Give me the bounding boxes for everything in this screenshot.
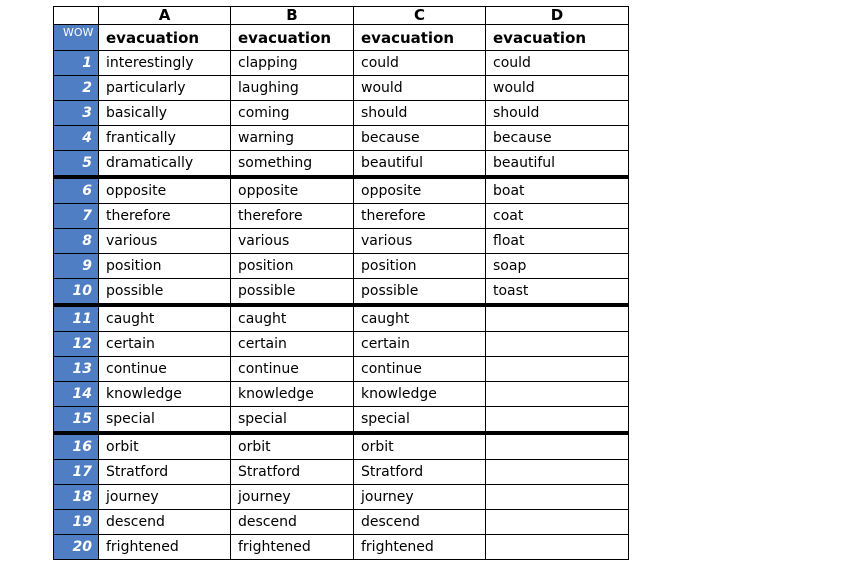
word-cell-d[interactable] <box>486 485 629 510</box>
word-cell-a[interactable]: interestingly <box>99 51 231 76</box>
row-number[interactable]: 5 <box>54 151 99 178</box>
table-row <box>54 382 629 407</box>
word-cell-c[interactable]: continue <box>354 357 486 382</box>
title-cell-d[interactable]: evacuation <box>486 25 629 51</box>
word-cell-c[interactable]: possible <box>354 279 486 306</box>
row-number[interactable]: 15 <box>54 407 99 434</box>
word-cell-a[interactable]: continue <box>99 357 231 382</box>
word-cell-c[interactable]: knowledge <box>354 382 486 407</box>
word-cell-d[interactable]: could <box>486 51 629 76</box>
word-cell-a[interactable]: orbit <box>99 433 231 460</box>
word-cell-b[interactable]: descend <box>231 510 354 535</box>
word-cell-c[interactable]: should <box>354 101 486 126</box>
word-cell-b[interactable]: therefore <box>231 204 354 229</box>
word-cell-d[interactable]: coat <box>486 204 629 229</box>
title-cell-a[interactable]: evacuation <box>99 25 231 51</box>
table-row <box>54 126 629 151</box>
word-cell-b[interactable]: clapping <box>231 51 354 76</box>
word-cell-b[interactable]: laughing <box>231 76 354 101</box>
word-cell-a[interactable]: opposite <box>99 177 231 204</box>
word-cell-d[interactable] <box>486 433 629 460</box>
row-label-wow[interactable]: WOW <box>54 25 99 51</box>
word-cell-d[interactable]: because <box>486 126 629 151</box>
word-cell-d[interactable] <box>486 382 629 407</box>
word-cell-a[interactable]: descend <box>99 510 231 535</box>
word-cell-b[interactable]: coming <box>231 101 354 126</box>
word-cell-c[interactable]: because <box>354 126 486 151</box>
row-number[interactable]: 4 <box>54 126 99 151</box>
word-cell-d[interactable] <box>486 357 629 382</box>
corner-cell <box>54 7 99 25</box>
table-row <box>54 305 629 332</box>
row-number[interactable]: 17 <box>54 460 99 485</box>
table-row <box>54 76 629 101</box>
word-cell-c[interactable]: special <box>354 407 486 434</box>
word-cell-b[interactable]: continue <box>231 357 354 382</box>
table-row <box>54 204 629 229</box>
word-cell-b[interactable]: knowledge <box>231 382 354 407</box>
word-cell-c[interactable]: various <box>354 229 486 254</box>
row-number[interactable]: 7 <box>54 204 99 229</box>
word-cell-a[interactable]: frantically <box>99 126 231 151</box>
word-cell-c[interactable]: beautiful <box>354 151 486 178</box>
word-cell-d[interactable]: boat <box>486 177 629 204</box>
word-cell-a[interactable]: caught <box>99 305 231 332</box>
row-number[interactable]: 18 <box>54 485 99 510</box>
title-row <box>54 25 629 51</box>
row-number[interactable]: 19 <box>54 510 99 535</box>
table-row <box>54 101 629 126</box>
word-cell-a[interactable]: various <box>99 229 231 254</box>
word-cell-a[interactable]: Stratford <box>99 460 231 485</box>
word-cell-d[interactable] <box>486 510 629 535</box>
word-cell-d[interactable] <box>486 332 629 357</box>
word-cell-c[interactable]: descend <box>354 510 486 535</box>
table-row <box>54 254 629 279</box>
word-cell-b[interactable]: caught <box>231 305 354 332</box>
word-cell-b[interactable]: journey <box>231 485 354 510</box>
word-cell-b[interactable]: special <box>231 407 354 434</box>
word-cell-a[interactable]: special <box>99 407 231 434</box>
table-row <box>54 433 629 460</box>
word-cell-c[interactable]: therefore <box>354 204 486 229</box>
word-cell-c[interactable]: frightened <box>354 535 486 560</box>
word-cell-b[interactable]: Stratford <box>231 460 354 485</box>
word-cell-d[interactable] <box>486 407 629 434</box>
table-row <box>54 51 629 76</box>
row-number[interactable]: 6 <box>54 177 99 204</box>
row-number[interactable]: 13 <box>54 357 99 382</box>
column-header-c[interactable]: C <box>354 7 486 25</box>
row-number[interactable]: 9 <box>54 254 99 279</box>
word-cell-b[interactable]: opposite <box>231 177 354 204</box>
word-cell-b[interactable]: position <box>231 254 354 279</box>
table-row <box>54 229 629 254</box>
word-cell-a[interactable]: dramatically <box>99 151 231 178</box>
row-number[interactable]: 16 <box>54 433 99 460</box>
word-cell-a[interactable]: knowledge <box>99 382 231 407</box>
row-number[interactable]: 14 <box>54 382 99 407</box>
word-cell-b[interactable]: warning <box>231 126 354 151</box>
row-number[interactable]: 12 <box>54 332 99 357</box>
table-row <box>54 407 629 434</box>
word-cell-c[interactable]: journey <box>354 485 486 510</box>
table-row <box>54 485 629 510</box>
row-number[interactable]: 3 <box>54 101 99 126</box>
word-cell-d[interactable]: beautiful <box>486 151 629 178</box>
table-row <box>54 357 629 382</box>
word-cell-c[interactable]: would <box>354 76 486 101</box>
word-cell-d[interactable] <box>486 305 629 332</box>
word-cell-d[interactable] <box>486 460 629 485</box>
word-cell-a[interactable]: position <box>99 254 231 279</box>
word-cell-b[interactable]: various <box>231 229 354 254</box>
row-number[interactable]: 20 <box>54 535 99 560</box>
word-cell-a[interactable]: journey <box>99 485 231 510</box>
word-cell-b[interactable]: something <box>231 151 354 178</box>
word-cell-b[interactable]: frightened <box>231 535 354 560</box>
word-cell-d[interactable]: would <box>486 76 629 101</box>
column-header-row <box>54 7 629 25</box>
word-cell-a[interactable]: frightened <box>99 535 231 560</box>
row-number[interactable]: 10 <box>54 279 99 306</box>
word-cell-d[interactable] <box>486 535 629 560</box>
column-header-a[interactable]: A <box>99 7 231 25</box>
table-row <box>54 279 629 306</box>
table-row <box>54 535 629 560</box>
word-cell-a[interactable]: possible <box>99 279 231 306</box>
word-cell-c[interactable]: caught <box>354 305 486 332</box>
word-cell-d[interactable]: should <box>486 101 629 126</box>
word-cell-a[interactable]: therefore <box>99 204 231 229</box>
table-row <box>54 151 629 178</box>
table-row <box>54 460 629 485</box>
column-header-d[interactable]: D <box>486 7 629 25</box>
table-row <box>54 510 629 535</box>
title-cell-b[interactable]: evacuation <box>231 25 354 51</box>
word-cell-d[interactable]: soap <box>486 254 629 279</box>
word-cell-a[interactable]: basically <box>99 101 231 126</box>
word-cell-d[interactable]: float <box>486 229 629 254</box>
row-number[interactable]: 8 <box>54 229 99 254</box>
word-cell-c[interactable]: could <box>354 51 486 76</box>
word-cell-a[interactable]: particularly <box>99 76 231 101</box>
word-cell-b[interactable]: orbit <box>231 433 354 460</box>
row-number[interactable]: 2 <box>54 76 99 101</box>
table-row <box>54 332 629 357</box>
row-number[interactable]: 11 <box>54 305 99 332</box>
column-header-b[interactable]: B <box>231 7 354 25</box>
word-cell-c[interactable]: opposite <box>354 177 486 204</box>
word-cell-c[interactable]: position <box>354 254 486 279</box>
word-cell-a[interactable]: certain <box>99 332 231 357</box>
word-cell-c[interactable]: orbit <box>354 433 486 460</box>
word-cell-b[interactable]: certain <box>231 332 354 357</box>
table-row <box>54 177 629 204</box>
row-number[interactable]: 1 <box>54 51 99 76</box>
word-cell-b[interactable]: possible <box>231 279 354 306</box>
word-cell-d[interactable]: toast <box>486 279 629 306</box>
word-list-table <box>53 6 629 560</box>
word-cell-c[interactable]: Stratford <box>354 460 486 485</box>
word-cell-c[interactable]: certain <box>354 332 486 357</box>
title-cell-c[interactable]: evacuation <box>354 25 486 51</box>
